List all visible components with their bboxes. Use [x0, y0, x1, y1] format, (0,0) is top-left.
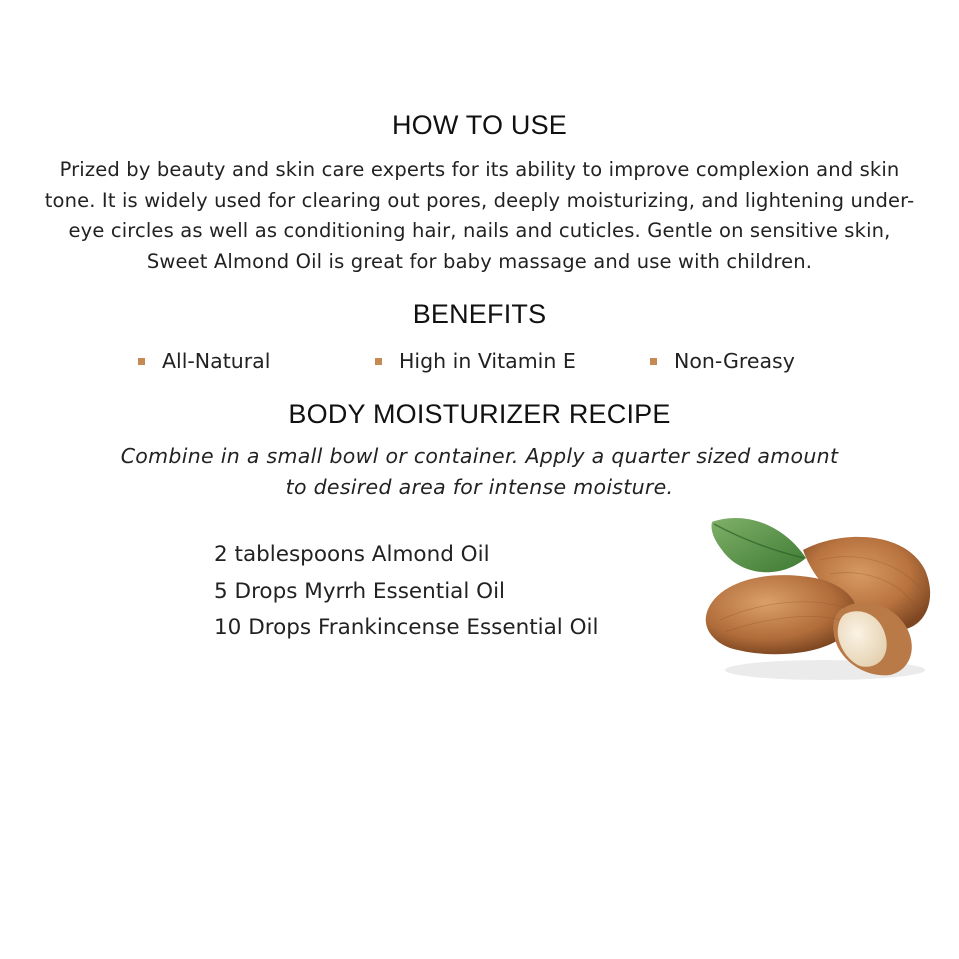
almonds-icon [700, 510, 940, 690]
recipe-intro: Combine in a small bowl or container. Apply a quarter sized amount to desired area for intense moisture. [120, 444, 839, 499]
benefit-label: All-Natural [162, 349, 271, 373]
how-to-use-heading: HOW TO USE [391, 110, 568, 140]
recipe-heading: BODY MOISTURIZER RECIPE [288, 399, 671, 429]
bullet-square-icon [650, 358, 657, 365]
benefit-item-all-natural [138, 346, 270, 376]
ingredient-list [214, 537, 598, 647]
bullet-square-icon [375, 358, 382, 365]
benefits-heading: BENEFITS [412, 299, 547, 329]
bullet-square-icon [138, 358, 145, 365]
how-to-use-paragraph: Prized by beauty and skin care experts for its ability to improve complexion and skin tone. It is widely used for clearing out pores, deeply moisturizing, and lightening under-eye circles as well as conditioning hair, nails and cuticles. Gentle on sensitive skin, Sweet Almond Oil is great for baby massage and use with children. [44, 158, 915, 273]
ingredient-item: 10 Drops Frankincense Essential Oil [214, 615, 599, 640]
benefit-label: High in Vitamin E [399, 349, 576, 373]
benefit-item-non-greasy [650, 346, 795, 376]
benefit-item-vitamin-e [375, 346, 576, 376]
ingredient-item: 5 Drops Myrrh Essential Oil [214, 578, 506, 604]
benefit-label: Non-Greasy [674, 349, 795, 373]
ingredient-item: 2 tablespoons Almond Oil [214, 542, 490, 567]
